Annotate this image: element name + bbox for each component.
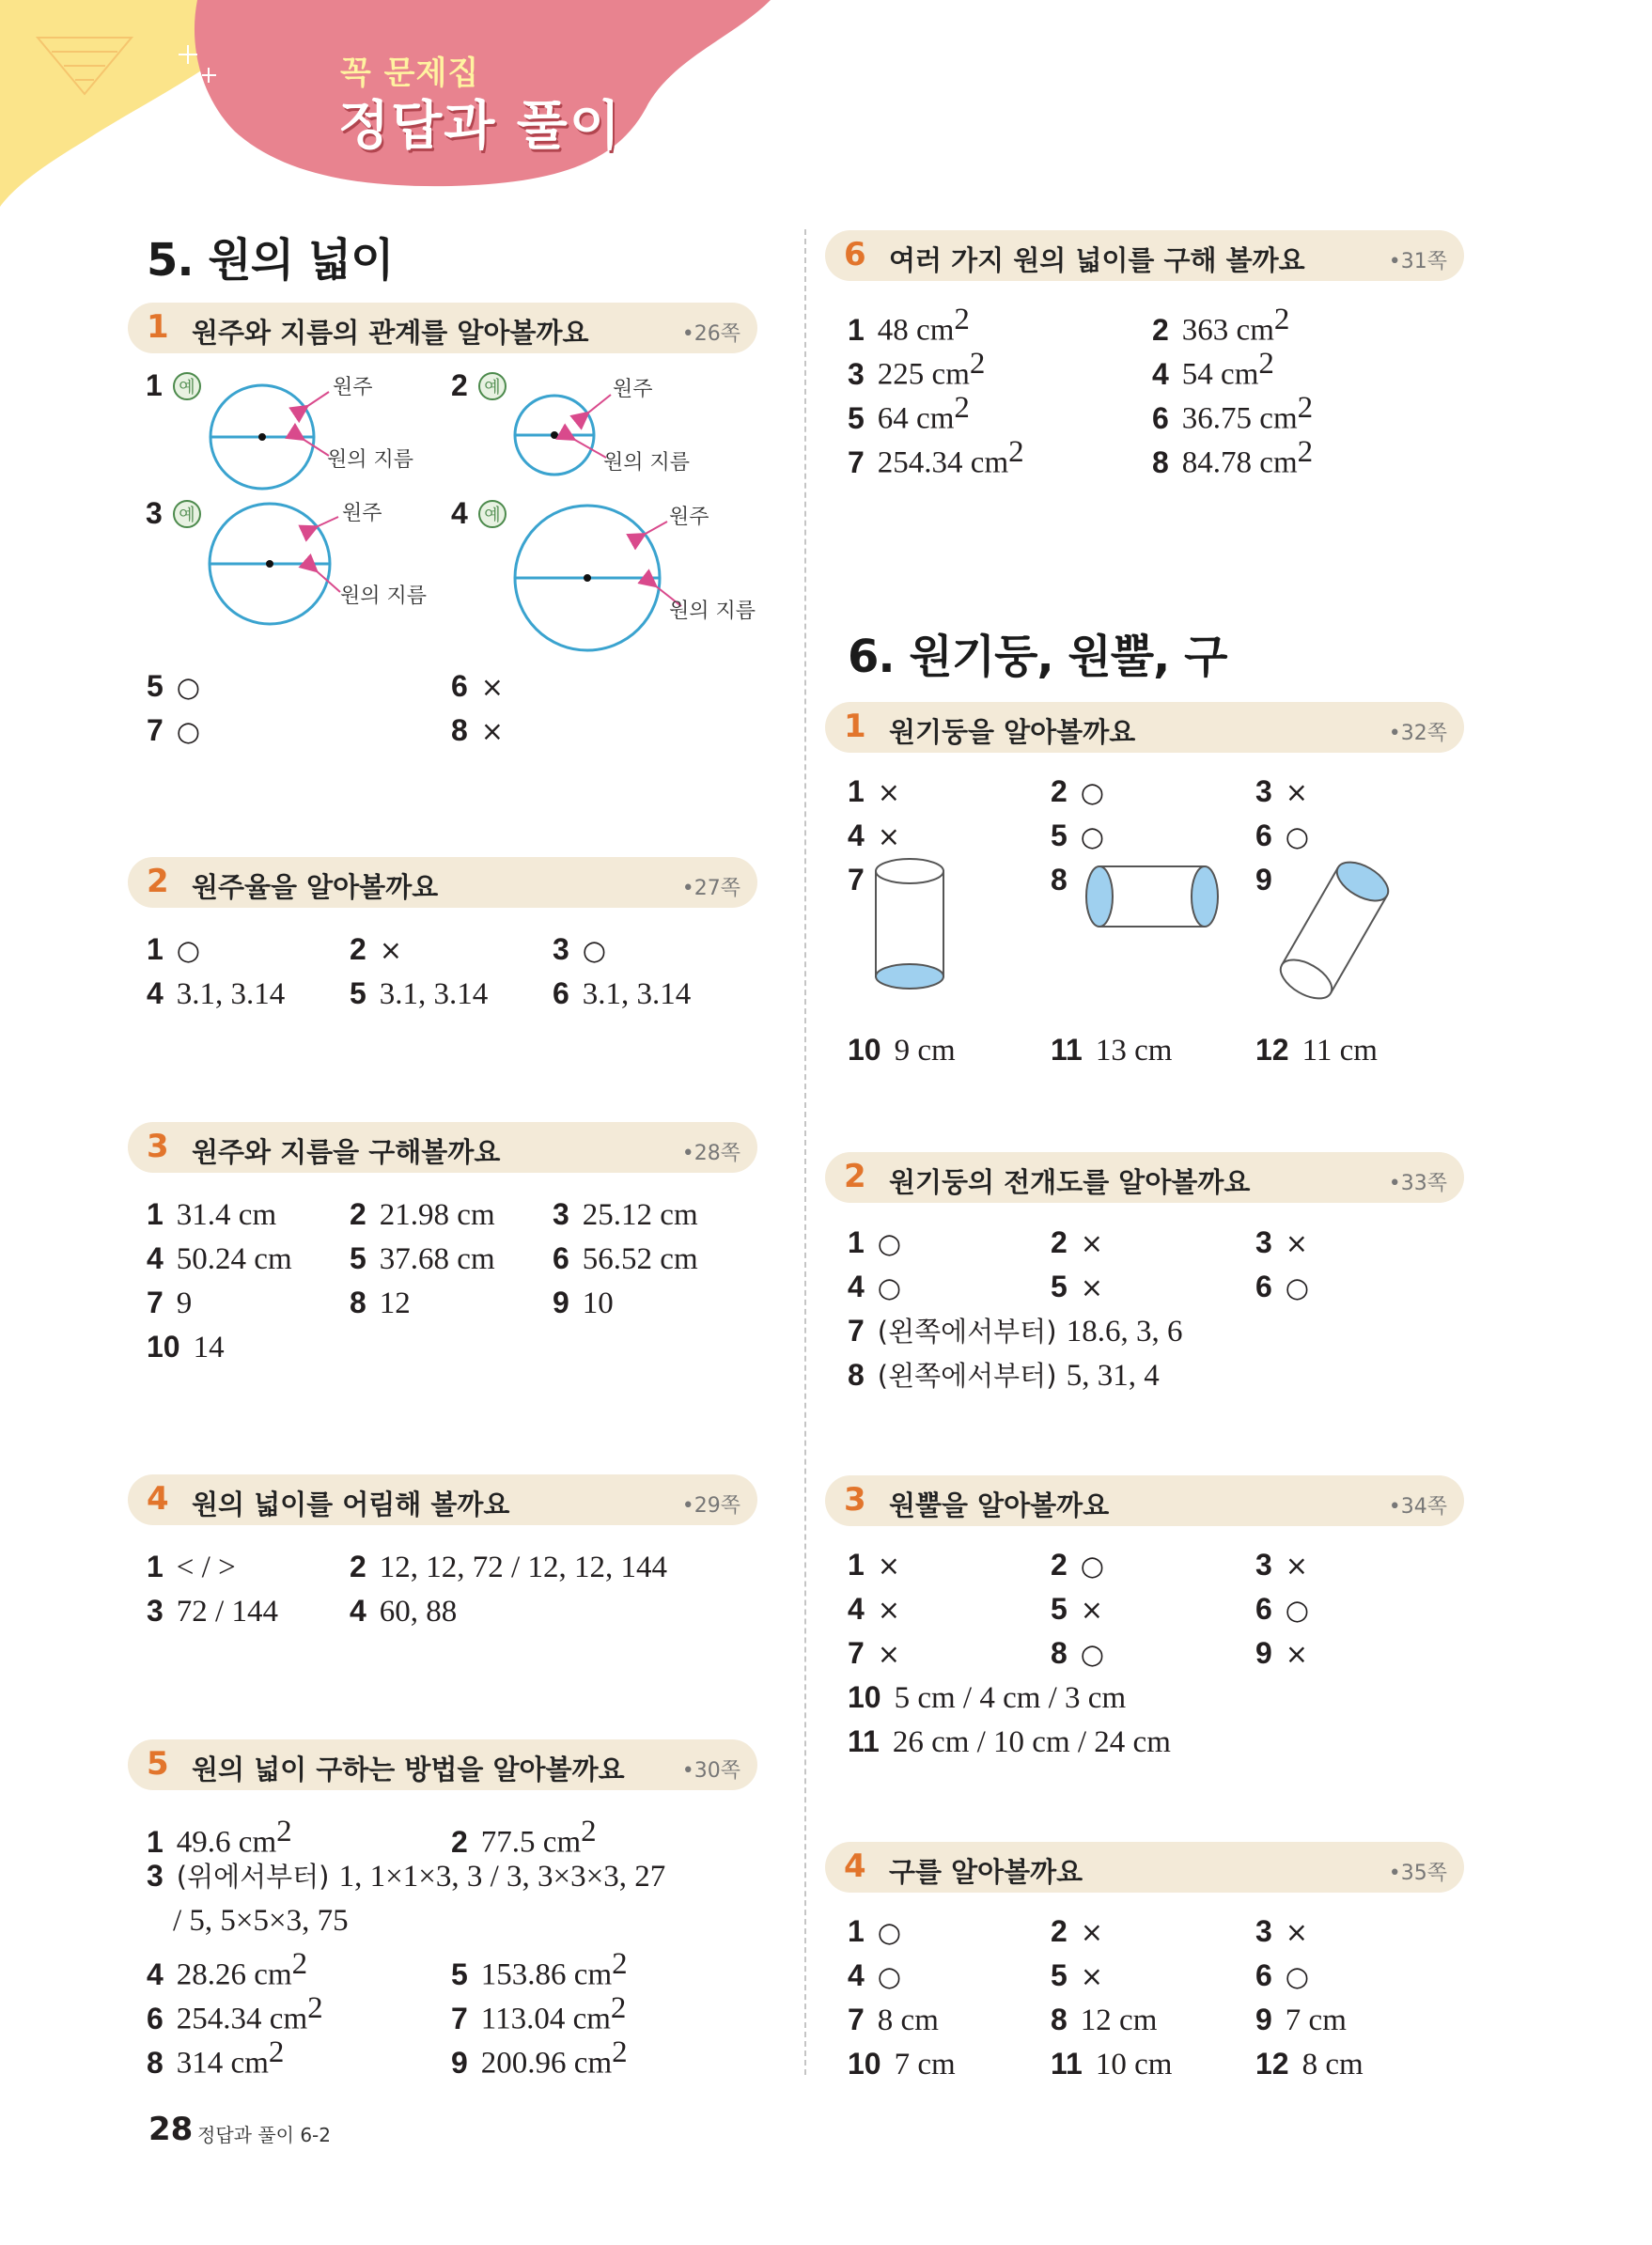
answer-item: 6 ○ <box>1255 818 1310 852</box>
label-diameter: 원의 지름 <box>327 448 414 472</box>
answer-item: 5 × <box>1051 1270 1104 1303</box>
answer-item: 9 × <box>1255 1636 1309 1670</box>
answer-item: 6 254.34 $cm^2$ <box>147 1991 323 2036</box>
answer-item: 5 3.1, 3.14 <box>350 976 489 1011</box>
answer-item: 6 × <box>451 669 505 703</box>
answer-item: 10 14 <box>147 1330 225 1364</box>
section-page: •29쪽 <box>681 1494 740 1518</box>
section-number: 2 <box>147 863 169 900</box>
section-number: 2 <box>844 1158 866 1195</box>
answer-item: 7 9 <box>147 1286 193 1320</box>
answer-item: 6 ○ <box>1255 1958 1310 1992</box>
section-page: •33쪽 <box>1388 1172 1447 1195</box>
answer-item: 2 ○ <box>1051 1548 1105 1582</box>
answer-item: 3 ○ <box>553 932 607 966</box>
answer-item: 3 × <box>1255 774 1309 808</box>
ex1-mark: 예 <box>179 378 195 398</box>
answer-item: 4 ○ <box>848 1270 902 1303</box>
section-header <box>825 1475 1464 1526</box>
answer-item: 9 10 <box>553 1286 614 1320</box>
answer-item: 11 13 cm <box>1051 1033 1173 1068</box>
answer-item: 9 7 cm <box>1255 2003 1347 2037</box>
section-page: •34쪽 <box>1388 1495 1447 1519</box>
answer-item: 7 (왼쪽에서부터) 18.6, 3, 6 <box>848 1314 1183 1349</box>
answer-item-continued: / 5, 5×5×3, 75 <box>173 1904 349 1938</box>
ex4-mark: 예 <box>484 506 501 525</box>
section-page: •27쪽 <box>681 877 740 900</box>
header-subtitle: 꼭 문제집 <box>340 55 480 92</box>
section-header <box>128 1122 757 1173</box>
answer-item: 6 56.52 cm <box>553 1241 698 1276</box>
section-title: 원기둥을 알아볼까요 <box>889 716 1136 748</box>
answer-item: 1 49.6 $cm^2$ <box>147 1815 292 1860</box>
answer-item: 3 72 / 144 <box>147 1594 278 1629</box>
answer-item: 7 <box>848 863 865 896</box>
answer-item: 5 64 $cm^2$ <box>848 391 970 436</box>
chapter-title-6: 6. 원기둥, 원뿔, 구 <box>848 631 1227 683</box>
section-header <box>128 1739 757 1790</box>
cylinder-horizontal-icon <box>1086 866 1218 927</box>
cylinder-tilted-icon <box>1274 855 1395 1006</box>
label-circumference: 원주 <box>669 506 709 529</box>
section-number: 1 <box>147 308 169 346</box>
answer-item: 4 54 $cm^2$ <box>1152 347 1274 392</box>
answer-item: 9 <box>1255 863 1272 896</box>
answer-item: 1 48 $cm^2$ <box>848 303 970 348</box>
ex2-number: 2 <box>451 368 468 402</box>
answer-item: 2 × <box>350 932 403 966</box>
answer-item: 5 153.86 $cm^2$ <box>451 1947 628 1992</box>
section-title: 여러 가지 원의 넓이를 구해 볼까요 <box>889 244 1305 276</box>
label-circumference: 원주 <box>333 376 373 399</box>
answer-item: 10 7 cm <box>848 2047 956 2081</box>
answer-item: 4 ○ <box>848 1958 902 1992</box>
answer-item: 1 × <box>848 1548 901 1582</box>
answer-item: 5 37.68 cm <box>350 1241 495 1276</box>
section-page: •32쪽 <box>1388 722 1447 745</box>
section-header <box>128 857 757 908</box>
answer-item: 10 5 cm / 4 cm / 3 cm <box>848 1680 1127 1715</box>
answer-item: 5 × <box>1051 1592 1104 1626</box>
answer-item: 7 254.34 $cm^2$ <box>848 435 1024 480</box>
column-divider <box>804 229 806 2075</box>
section-title: 원뿔을 알아볼까요 <box>889 1489 1110 1521</box>
circle-diagrams <box>132 362 771 663</box>
answer-item: 11 10 cm <box>1051 2047 1173 2081</box>
answer-item: 7 8 cm <box>848 2003 939 2037</box>
answer-item: 8 (왼쪽에서부터) 5, 31, 4 <box>848 1358 1160 1393</box>
answer-item: 8 314 $cm^2$ <box>147 2035 285 2081</box>
answer-item: 6 ○ <box>1255 1592 1310 1626</box>
answer-item: 1 ○ <box>147 932 201 966</box>
answer-item: 2 77.5 $cm^2$ <box>451 1815 597 1860</box>
ex2-mark: 예 <box>484 378 501 398</box>
section-number: 3 <box>844 1481 866 1519</box>
answer-item: 5 ○ <box>147 669 201 703</box>
answer-item: 8 ○ <box>1051 1636 1105 1670</box>
label-circumference: 원주 <box>613 378 653 401</box>
answer-item: 7 ○ <box>147 713 201 747</box>
header-title: 정답과 풀이 <box>338 96 622 157</box>
section-number: 4 <box>147 1480 169 1518</box>
answer-item: 4 × <box>848 818 901 852</box>
section-title: 구를 알아볼까요 <box>889 1856 1083 1888</box>
answer-item: 8 × <box>451 713 505 747</box>
chapter-title-5: 5. 원의 넓이 <box>147 234 394 287</box>
section-page: •31쪽 <box>1388 250 1447 273</box>
label-diameter: 원의 지름 <box>340 585 428 608</box>
section-page: •35쪽 <box>1388 1862 1447 1885</box>
answer-item: 8 <box>1051 863 1068 896</box>
answer-item: 9 200.96 $cm^2$ <box>451 2035 628 2081</box>
answer-item: 2 × <box>1051 1225 1104 1259</box>
answer-item: 8 12 <box>350 1286 411 1320</box>
answer-item: 2 21.98 cm <box>350 1197 495 1232</box>
answer-item: 1 31.4 cm <box>147 1197 277 1232</box>
section-title: 원의 넓이 구하는 방법을 알아볼까요 <box>192 1754 625 1785</box>
section-title: 원주와 지름을 구해볼까요 <box>192 1136 501 1168</box>
answer-item: 1 ○ <box>848 1225 902 1259</box>
answer-item: 5 × <box>1051 1958 1104 1992</box>
answer-item: 7 113.04 $cm^2$ <box>451 1991 627 2036</box>
section-title: 원주율을 알아볼까요 <box>192 871 439 903</box>
label-diameter: 원의 지름 <box>669 600 756 623</box>
section-page: •28쪽 <box>681 1142 740 1165</box>
answer-item: 6 ○ <box>1255 1270 1310 1303</box>
answer-item: 8 84.78 $cm^2$ <box>1152 435 1314 480</box>
section-header <box>825 1842 1464 1893</box>
section-header <box>128 303 757 353</box>
answer-item: 12 8 cm <box>1255 2047 1364 2081</box>
section-page: •26쪽 <box>681 322 740 346</box>
answer-item: 3 (위에서부터) 1, 1×1×3, 3 / 3, 3×3×3, 27 <box>147 1859 666 1894</box>
answer-item: 1 ○ <box>848 1914 902 1948</box>
section-number: 6 <box>844 236 866 273</box>
answer-item: 3 25.12 cm <box>553 1197 698 1232</box>
ex3-number: 3 <box>146 496 163 530</box>
section-title: 원의 넓이를 어림해 볼까요 <box>192 1489 510 1520</box>
section-header <box>825 230 1464 281</box>
ex1-number: 1 <box>146 368 163 402</box>
answer-item: 3 225 $cm^2$ <box>848 347 986 392</box>
answer-item: 4 × <box>848 1592 901 1626</box>
answer-item: 1 < / > <box>147 1550 236 1584</box>
answer-item: 2 363 $cm^2$ <box>1152 303 1290 348</box>
section-page: •30쪽 <box>681 1759 740 1783</box>
footer-text: 정답과 풀이 6-2 <box>197 2124 331 2146</box>
page-number: 28 <box>148 2111 194 2148</box>
section-header <box>128 1474 757 1525</box>
answer-item: 4 50.24 cm <box>147 1241 292 1276</box>
section-header <box>825 1152 1464 1203</box>
answer-item: 3 × <box>1255 1548 1309 1582</box>
answer-item: 7 × <box>848 1636 901 1670</box>
section-number: 4 <box>844 1847 866 1885</box>
answer-item: 1 × <box>848 774 901 808</box>
cylinder-upright-icon <box>876 859 943 989</box>
ex4-number: 4 <box>451 496 468 530</box>
answer-item: 5 ○ <box>1051 818 1105 852</box>
answer-item: 2 × <box>1051 1914 1104 1948</box>
answer-item: 4 60, 88 <box>350 1594 458 1629</box>
answer-item: 4 3.1, 3.14 <box>147 976 286 1011</box>
section-number: 1 <box>844 708 866 745</box>
label-diameter: 원의 지름 <box>603 451 691 475</box>
answer-item: 2 12, 12, 72 / 12, 12, 144 <box>350 1550 667 1584</box>
section-title: 원주와 지름의 관계를 알아볼까요 <box>192 317 589 349</box>
section-number: 5 <box>147 1745 169 1783</box>
answer-item: 6 3.1, 3.14 <box>553 976 692 1011</box>
answer-item: 4 28.26 $cm^2$ <box>147 1947 308 1992</box>
ex3-mark: 예 <box>179 506 195 525</box>
section-number: 3 <box>147 1128 169 1165</box>
answer-item: 6 36.75 $cm^2$ <box>1152 391 1314 436</box>
answer-item: 10 9 cm <box>848 1033 956 1068</box>
answer-item: 3 × <box>1255 1225 1309 1259</box>
answer-item: 3 × <box>1255 1914 1309 1948</box>
section-title: 원기둥의 전개도를 알아볼까요 <box>889 1166 1251 1198</box>
answer-item: 8 12 cm <box>1051 2003 1158 2037</box>
answer-item: 12 11 cm <box>1255 1033 1378 1068</box>
section-header <box>825 702 1464 753</box>
answer-item: 2 ○ <box>1051 774 1105 808</box>
cylinder-drawings <box>865 855 1447 1006</box>
answer-item: 11 26 cm / 10 cm / 24 cm <box>848 1724 1171 1759</box>
label-circumference: 원주 <box>342 502 382 525</box>
